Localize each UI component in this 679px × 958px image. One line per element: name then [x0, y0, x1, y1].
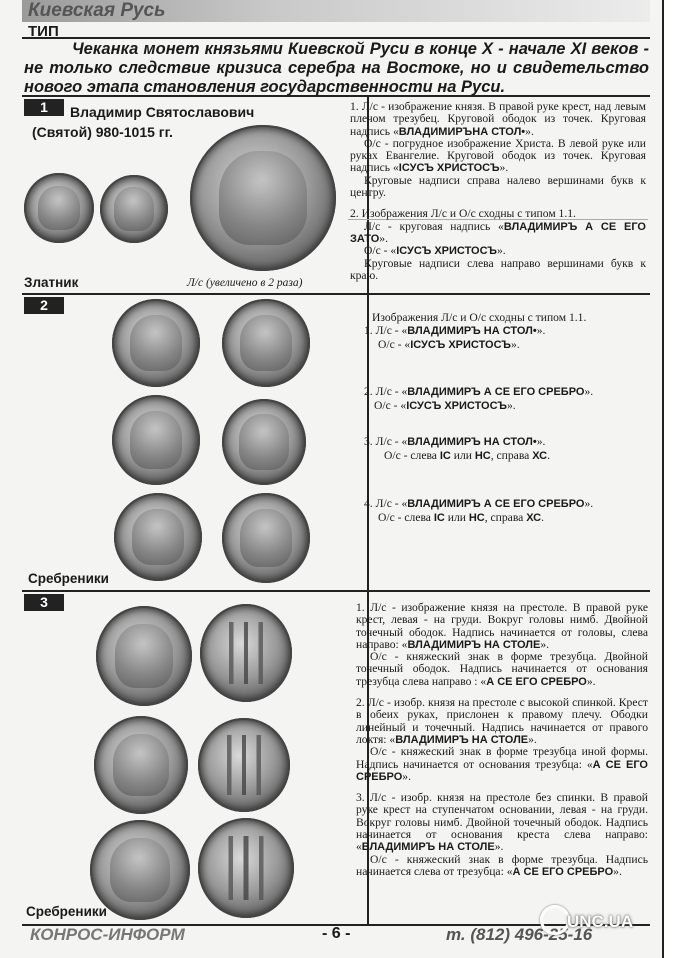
text: ». — [536, 435, 546, 448]
inscription: IC — [439, 450, 451, 462]
inscription: ВЛАДИМИРЪ НА СТОЛ• — [407, 325, 537, 337]
text: ». — [499, 161, 509, 175]
text: Л/с - « — [375, 324, 408, 337]
type-variant — [364, 497, 593, 525]
text: ». — [496, 244, 506, 258]
inscription: А СЕ ЕГО СРЕБРО — [486, 675, 587, 688]
inscription: ВЛАДИМИРЪ А СЕ ЕГО СРЕБРО — [407, 498, 585, 510]
ruler-name-line1: Владимир Святославович — [70, 104, 255, 120]
section-2 — [22, 293, 650, 590]
section-1 — [22, 95, 650, 293]
section-label-bar — [22, 22, 650, 39]
coin-image — [222, 493, 310, 583]
text: О/с - княжеский знак в форме трезубца. Надпись начинается слева от трезубца: « — [356, 852, 648, 878]
inscription: НС — [468, 512, 485, 524]
text: ». — [586, 674, 596, 688]
type-description — [356, 602, 648, 878]
ruler-name-line2: (Святой) 980-1015 гг. — [32, 124, 173, 140]
footer-phone: т. (812) 496-25-16 — [446, 925, 593, 944]
text: ». — [402, 769, 411, 783]
text: Л/с - « — [375, 385, 408, 398]
inscription: ВЛАДИМИРЪ НА СТОЛЕ — [395, 733, 529, 746]
text: ». — [494, 840, 504, 854]
inscription: ІСУСЪ ХРИСТОСЪ — [406, 400, 507, 412]
coin-caption: Златник — [24, 275, 79, 290]
text: ». — [506, 399, 516, 412]
section-number-badge: 1 — [24, 99, 64, 116]
inscription: ВЛАДИМИРЪ НА СТОЛЕ — [361, 841, 495, 854]
section-3 — [22, 590, 650, 924]
inscription: ІСУСЪ ХРИСТОСЪ — [398, 162, 500, 175]
coin-image — [200, 604, 292, 702]
text: ». — [510, 338, 520, 351]
text: . — [547, 449, 550, 462]
type-head: Изображения Л/с и О/с сходны с типом 1.1. — [372, 311, 587, 324]
text: О/с - княжеский знак в форме трезубца иной формы. Надпись начинается от основания трезубца: « — [356, 745, 648, 771]
text: Л/с - « — [375, 497, 408, 510]
text: 1. Л/с - изображение князя на престоле. В правой руке крест, левая - на груди. Вокруг головы нимб. Двойной точечный ободок. Надпись начинается от головы, слева направо: « — [356, 601, 648, 651]
inscription: ВЛАДИМИРЪ НА СТОЛЕ — [407, 638, 541, 651]
text: ». — [613, 864, 622, 878]
type-variant — [364, 385, 593, 413]
text: 2. Изображения Л/с и О/с сходны с типом 1.1. — [350, 207, 576, 221]
section-number-badge: 2 — [24, 297, 64, 314]
text: 3. — [364, 435, 373, 448]
inscription: ВЛАДИМИРЪ НА СТОЛ• — [407, 436, 537, 448]
text: Круговые надписи слева направо вершинами букв к краю. — [350, 256, 646, 282]
coin-caption: Сребреники — [26, 904, 107, 919]
type-variant — [364, 435, 550, 463]
inscription: ХС — [526, 512, 542, 524]
text: ». — [584, 497, 594, 510]
inscription: ВЛАДИМИРЪНА СТОЛ• — [398, 125, 526, 138]
inscription: ВЛАДИМИРЪ А СЕ ЕГО ЗАТО — [350, 220, 646, 245]
coin-image — [114, 493, 202, 581]
text: Круговые надписи справа налево вершинами букв к центру. — [350, 173, 646, 200]
text: 4. — [364, 497, 373, 510]
text: 2. Л/с - изобр. князя на престоле с высокой спинкой. Крест в обеих руках, прислонен к правому плечу. Ободки линейный и точечный. Надпись начинается от правого локтя: « — [356, 696, 648, 746]
text: ». — [379, 231, 388, 245]
text: ». — [525, 124, 534, 138]
text: Л/с - « — [375, 435, 408, 448]
coin-image — [96, 606, 192, 706]
text: 1. — [364, 324, 373, 337]
watermark-logo-icon — [540, 905, 570, 935]
coin-image-enlarged — [190, 125, 336, 271]
page-number: - 6 - — [322, 925, 351, 942]
text: О/с - слева — [384, 449, 440, 462]
text: ». — [536, 324, 546, 337]
text: ». — [528, 732, 537, 746]
inscription: ВЛАДИМИРЪ А СЕ ЕГО СРЕБРО — [407, 386, 585, 398]
inscription: А СЕ ЕГО СРЕБРО — [356, 758, 648, 783]
coin-image — [112, 395, 200, 485]
text: . — [541, 511, 544, 524]
section-label: ТИП — [28, 23, 59, 40]
text: ». — [584, 385, 594, 398]
type-description — [350, 101, 646, 282]
footer-publisher: КОНРОС-ИНФОРМ — [30, 925, 185, 944]
watermark: UNC.UA — [567, 912, 634, 931]
inscription: ХС — [532, 450, 548, 462]
text: О/с - « — [364, 244, 397, 258]
inscription: А СЕ ЕГО СРЕБРО — [512, 865, 614, 878]
text: ». — [540, 637, 550, 651]
text: О/с - княжеский знак в форме трезубца. Двойной точечный ободок. Надпись начинается от основания трезубца слева направо : « — [356, 650, 648, 688]
text: О/с - слева — [378, 511, 434, 524]
coin-image — [198, 718, 290, 812]
coin-caption: Сребреники — [28, 571, 109, 586]
text: , справа — [490, 449, 533, 462]
coin-image — [222, 299, 310, 387]
text: 2. — [364, 385, 373, 398]
text: 1. Л/с - изображение князя. В правой руке крест, над левым плечом трезубец. Круговой ободок из точек. Круговая надпись « — [350, 100, 646, 138]
text: 3. Л/с - изобр. князя на престоле без спинки. В правой руке крест на ступенчатом основании, левая - на груди. Вокруг головы нимб. Двойной точечный ободок. Надпись начинается от основания креста слева направо: « — [356, 791, 648, 854]
coin-image — [112, 299, 200, 387]
coin-image — [222, 399, 306, 485]
inscription: ІСУСЪ ХРИСТОСЪ — [410, 339, 511, 351]
intro-paragraph: Чеканка монет князьями Киевской Руси в конце X - начале XI веков - не только следствие кризиса серебра на Востоке, но и свидетельство нового этапа становления государственности на Руси. — [24, 40, 649, 96]
page-edge — [662, 0, 679, 958]
text: Л/с - круговая надпись « — [364, 219, 504, 233]
text: или — [450, 449, 475, 462]
text: О/с - « — [378, 338, 411, 351]
section-number-badge: 3 — [24, 594, 64, 611]
page-header-title: Киевская Русь — [28, 0, 166, 21]
text: или — [444, 511, 469, 524]
inscription: ІСУСЪ ХРИСТОСЪ — [396, 245, 497, 258]
type-variant — [364, 324, 545, 352]
coin-image — [198, 818, 294, 918]
coin-image — [100, 175, 168, 243]
text: О/с - погрудное изображение Христа. В левой руке или руках Евангелие. Круговой ободок из точек. Круговая надпись « — [350, 136, 646, 175]
text: О/с - « — [374, 399, 407, 412]
coin-image — [24, 173, 94, 243]
inscription: НС — [474, 450, 491, 462]
inscription: IC — [433, 512, 445, 524]
text: , справа — [484, 511, 527, 524]
enlarged-caption: Л/с (увеличено в 2 раза) — [187, 277, 303, 289]
coin-image — [94, 716, 188, 814]
